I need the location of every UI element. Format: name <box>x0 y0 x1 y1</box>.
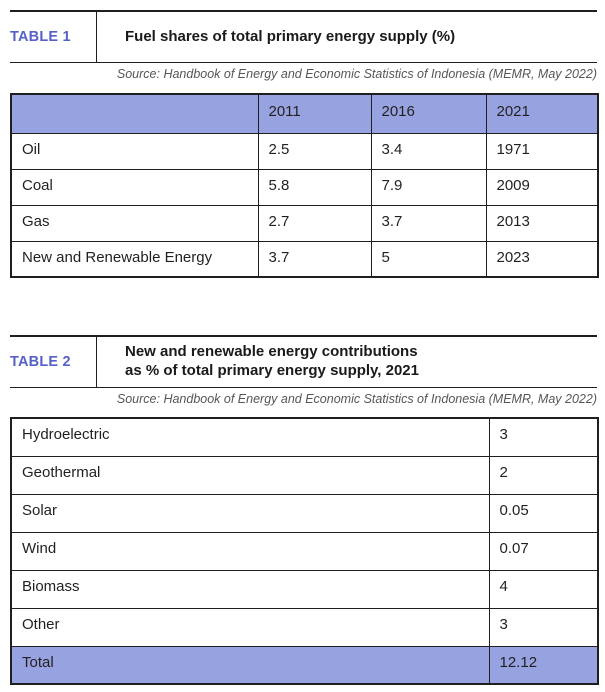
table-row <box>11 532 598 570</box>
table-row <box>11 494 598 532</box>
table-cell: 3.4 <box>371 133 486 169</box>
table1-caption-label: TABLE 1 <box>10 12 97 62</box>
table-cell: 2.5 <box>258 133 371 169</box>
table-cell: 5.8 <box>258 169 371 205</box>
table1 <box>10 93 599 278</box>
table-cell: 3 <box>489 608 598 646</box>
table1-title-text: Fuel shares of total primary energy supply (%) <box>125 27 456 45</box>
table-cell: 2023 <box>486 241 598 277</box>
table-row <box>11 570 598 608</box>
table-row <box>11 456 598 494</box>
row-label: Wind <box>11 532 489 570</box>
table2-title-line2: as % of total primary energy supply, 2021 <box>125 362 419 379</box>
row-label: Hydroelectric <box>11 418 489 456</box>
table2 <box>10 417 599 685</box>
row-label: Oil <box>11 133 258 169</box>
table-row <box>11 133 598 169</box>
table-cell: 3 <box>489 418 598 456</box>
row-label: Biomass <box>11 570 489 608</box>
table-row <box>11 241 598 277</box>
table-cell: 2 <box>489 456 598 494</box>
row-label: Other <box>11 608 489 646</box>
content <box>10 10 597 685</box>
table2-title-line1: New and renewable energy contributions <box>125 343 418 361</box>
table-cell: 3.7 <box>258 241 371 277</box>
table1-col-header-2016: 2016 <box>371 94 486 133</box>
table-cell: 0.05 <box>489 494 598 532</box>
table1-caption-title <box>97 12 597 62</box>
table1-header-row <box>11 94 598 133</box>
row-label: Gas <box>11 205 258 241</box>
table1-col-header-2021: 2021 <box>486 94 598 133</box>
table-cell: 2013 <box>486 205 598 241</box>
table2-source: Source: Handbook of Energy and Economic Statistics of Indonesia (MEMR, May 2022) <box>116 392 597 406</box>
table-cell: 4 <box>489 570 598 608</box>
table-cell: 1971 <box>486 133 598 169</box>
table1-col-header-blank <box>11 94 258 133</box>
table1-source: Source: Handbook of Energy and Economic Statistics of Indonesia (MEMR, May 2022) <box>116 67 597 81</box>
row-label: Total <box>11 646 489 684</box>
row-label: Geothermal <box>11 456 489 494</box>
row-label: Coal <box>11 169 258 205</box>
table1-caption <box>10 10 597 63</box>
table2-caption-title <box>97 337 597 387</box>
table-row <box>11 205 598 241</box>
table2-caption <box>10 335 597 388</box>
table-cell: 2009 <box>486 169 598 205</box>
table-row <box>11 608 598 646</box>
table-cell: 5 <box>371 241 486 277</box>
row-label: New and Renewable Energy <box>11 241 258 277</box>
table-total-row <box>11 646 598 684</box>
table1-col-header-2011: 2011 <box>258 94 371 133</box>
table-row <box>11 418 598 456</box>
table-cell: 7.9 <box>371 169 486 205</box>
table-cell: 12.12 <box>489 646 598 684</box>
table-cell: 2.7 <box>258 205 371 241</box>
table-cell: 3.7 <box>371 205 486 241</box>
table-row <box>11 169 598 205</box>
row-label: Solar <box>11 494 489 532</box>
table2-caption-label: TABLE 2 <box>10 337 97 387</box>
table-cell: 0.07 <box>489 532 598 570</box>
